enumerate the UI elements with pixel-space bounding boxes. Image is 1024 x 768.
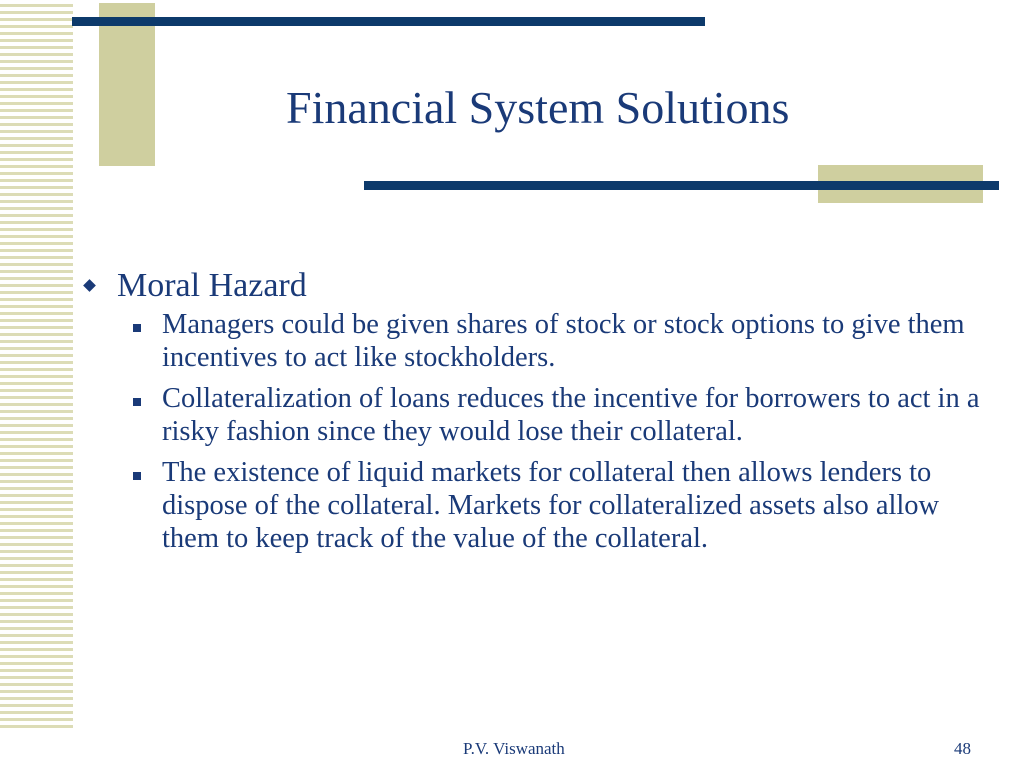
slide-title: Financial System Solutions [286, 82, 790, 133]
sub-bullet-item [82, 382, 992, 448]
bullet-label: Moral Hazard [117, 267, 307, 304]
square-icon [133, 472, 141, 480]
sub-bullet-item [82, 456, 992, 555]
decorative-stripes [0, 0, 73, 728]
sub-bullet-item [82, 308, 992, 374]
square-icon [133, 398, 141, 406]
sub-bullet-list [82, 308, 992, 555]
sub-bullet-text: Managers could be given shares of stock or stock options to give them incentives to act like stockholders. [162, 309, 965, 373]
sub-bullet-text: Collateralization of loans reduces the incentive for borrowers to act in a risky fashion since they would lose their collateral. [162, 383, 980, 447]
slide-body [82, 264, 992, 563]
sub-bullet-text: The existence of liquid markets for collateral then allows lenders to dispose of the collateral. Markets for collateralized assets also allow them to keep track of the value of the collateral. [162, 457, 940, 554]
square-icon [133, 324, 141, 332]
decorative-tan-block-top [99, 3, 155, 166]
decorative-title-rule [364, 181, 999, 190]
footer-page-number: 48 [954, 739, 971, 758]
decorative-top-rule [72, 17, 705, 26]
diamond-icon [83, 279, 96, 292]
footer-author: P.V. Viswanath [463, 739, 565, 758]
bullet-moral-hazard [82, 264, 992, 308]
